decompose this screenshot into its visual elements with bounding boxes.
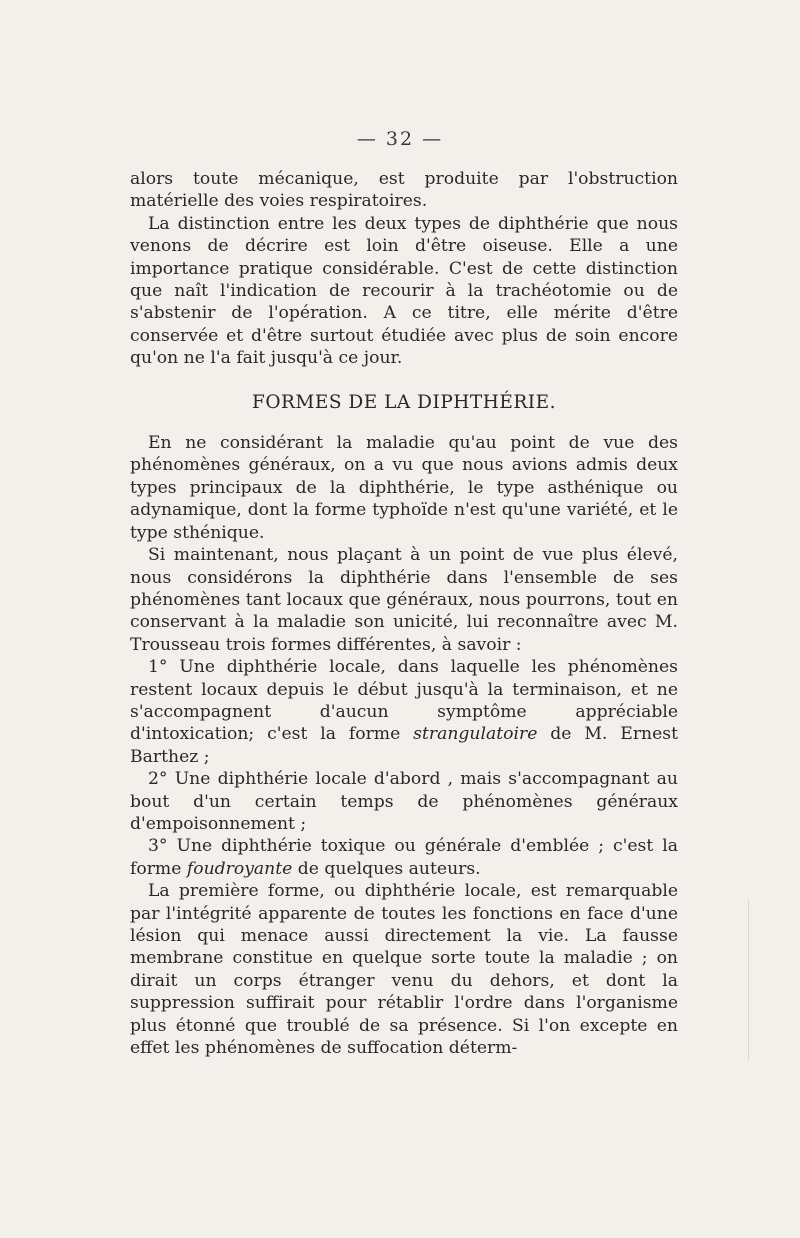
paragraph-distinction: La distinction entre les deux types de diphthérie que nous venons de décrire est loin d'être oiseuse. Elle a une importance pratique considérable. C'est de cette distinction que naît l'indication de recourir à la trachéotomie ou de s'abstenir de l'opération. A ce titre, elle mérite d'être conservée et d'être surtout étudiée avec plus de soin encore qu'on ne l'a fait jusqu'à ce jour.: [130, 213, 678, 369]
list-item-form-3-end: de quelques auteurs.: [292, 858, 481, 879]
paragraph-first-form: La première forme, ou diphthérie locale, est remarquable par l'intégrité apparente de toutes les fonctions en face d'une lésion qui menace aussi directement la vie. La fausse membrane constitue en quelque sorte toute la maladie ; on dirait un corps étranger venu du dehors, et dont la suppression suffirait pour rétablir l'ordre dans l'organisme plus étonné que troublé de sa présence. Si l'on excepte en effet les phénomènes de suffocation déterm-: [130, 881, 678, 1059]
list-item-form-3: [130, 835, 678, 880]
body-text: [130, 168, 678, 1059]
section-title: FORMES DE LA DIPHTHÉRIE.: [252, 391, 556, 413]
paragraph-three-forms: Si maintenant, nous plaçant à un point de vue plus élevé, nous considérons la diphthérie dans l'ensemble de ses phénomènes tant locaux que généraux, nous pourrons, tout en conservant à la maladie son unicité, lui reconnaître avec M. Trousseau trois formes différentes, à savoir :: [130, 545, 678, 655]
list-item-form-3-text: 3° Une diphthérie toxique ou générale d'emblée ; c'est la forme: [130, 836, 678, 879]
list-item-form-1-italic: strangulatoire: [413, 724, 538, 745]
page-number: — 32 —: [356, 128, 444, 150]
list-item-form-2: 2° Une diphthérie locale d'abord , mais s'accompagnant au bout d'un certain temps de phénomènes généraux d'empoisonnement ;: [130, 769, 678, 834]
list-item-form-1-text: 1° Une diphthérie locale, dans laquelle les phénomènes restent locaux depuis le début jusqu'à la terminaison, et ne s'accompagnent d'aucun symptôme appréciable d'intoxication; c'est la forme: [130, 657, 678, 745]
list-item-form-1-end: de M. Ernest Barthez ;: [130, 724, 678, 767]
paragraph-continuation: alors toute mécanique, est produite par l'obstruction matérielle des voies respiratoires.: [130, 169, 678, 212]
paragraph-general-types: En ne considérant la maladie qu'au point de vue des phénomènes généraux, on a vu que nous avions admis deux types principaux de la diphthérie, le type asthénique ou adynamique, dont la forme typhoïde n'est qu'une variété, et le type sthénique.: [130, 433, 678, 543]
list-item-form-1: [130, 656, 678, 768]
list-item-form-3-italic: foudroyante: [186, 858, 293, 879]
scan-artifact-line: [748, 900, 749, 1060]
